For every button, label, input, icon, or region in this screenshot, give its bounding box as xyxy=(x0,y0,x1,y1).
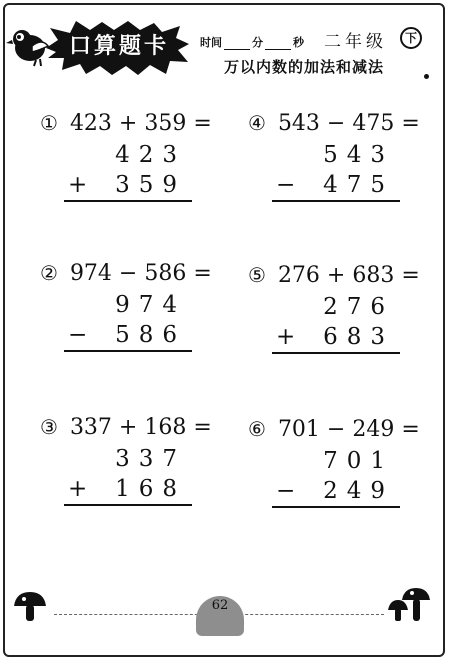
operator-sign: + xyxy=(276,324,296,350)
banner-title: 口算题卡 xyxy=(68,34,169,59)
vertical-top-number: 337 xyxy=(115,446,186,472)
grade-label: 二年级 xyxy=(324,32,387,52)
answer-line[interactable] xyxy=(272,352,400,354)
vertical-top-number: 423 xyxy=(115,142,186,168)
vertical-bottom-number: + 359 xyxy=(68,172,186,198)
answer-line[interactable] xyxy=(64,200,192,202)
problem-4 xyxy=(248,110,418,210)
answer-line[interactable] xyxy=(272,200,400,202)
answer-line[interactable] xyxy=(64,504,192,506)
operator-sign: + xyxy=(68,172,88,198)
vertical-top-number: 543 xyxy=(323,142,394,168)
operator-sign: − xyxy=(68,322,88,348)
minute-label: 分 xyxy=(252,36,263,49)
problem-number: ① xyxy=(40,111,58,135)
second-label: 秒 xyxy=(293,36,304,49)
operator-sign: − xyxy=(276,478,296,504)
mushroom-icon xyxy=(12,590,48,624)
vertical-bottom-number: − 475 xyxy=(276,172,394,198)
equation: 337 + 168 = xyxy=(69,415,212,440)
problem-2 xyxy=(40,260,210,360)
operator-sign: + xyxy=(68,476,88,502)
time-record-row xyxy=(200,30,330,50)
problem-6 xyxy=(248,416,418,516)
problem-number: ④ xyxy=(248,111,266,135)
problem-number: ③ xyxy=(40,415,58,439)
equation: 276 + 683 = xyxy=(277,263,420,288)
time-label: 时间 xyxy=(200,36,222,49)
mushrooms-icon xyxy=(388,586,432,624)
operator-sign: − xyxy=(276,172,296,198)
seconds-blank[interactable] xyxy=(265,37,291,50)
decorative-dot xyxy=(424,74,429,79)
problem-number: ② xyxy=(40,261,58,285)
vertical-top-number: 974 xyxy=(115,292,186,318)
problem-5 xyxy=(248,262,418,362)
equation: 543 − 475 = xyxy=(277,111,420,136)
equation: 701 − 249 = xyxy=(277,417,420,442)
problem-number: ⑤ xyxy=(248,263,266,287)
vertical-top-number: 276 xyxy=(323,294,394,320)
term-badge: 下 xyxy=(400,27,422,49)
vertical-bottom-number: − 249 xyxy=(276,478,394,504)
vertical-bottom-number: − 586 xyxy=(68,322,186,348)
problem-3 xyxy=(40,414,210,514)
answer-line[interactable] xyxy=(272,506,400,508)
minutes-blank[interactable] xyxy=(224,37,250,50)
vertical-bottom-number: + 168 xyxy=(68,476,186,502)
answer-line[interactable] xyxy=(64,350,192,352)
vertical-top-number: 701 xyxy=(323,448,394,474)
equation: 974 − 586 = xyxy=(69,261,212,286)
page-number: 62 xyxy=(211,598,229,613)
worksheet-subtitle: 万以内数的加法和减法 xyxy=(224,58,385,76)
problem-1 xyxy=(40,110,210,210)
equation: 423 + 359 = xyxy=(69,111,212,136)
vertical-bottom-number: + 683 xyxy=(276,324,394,350)
problem-number: ⑥ xyxy=(248,417,266,441)
